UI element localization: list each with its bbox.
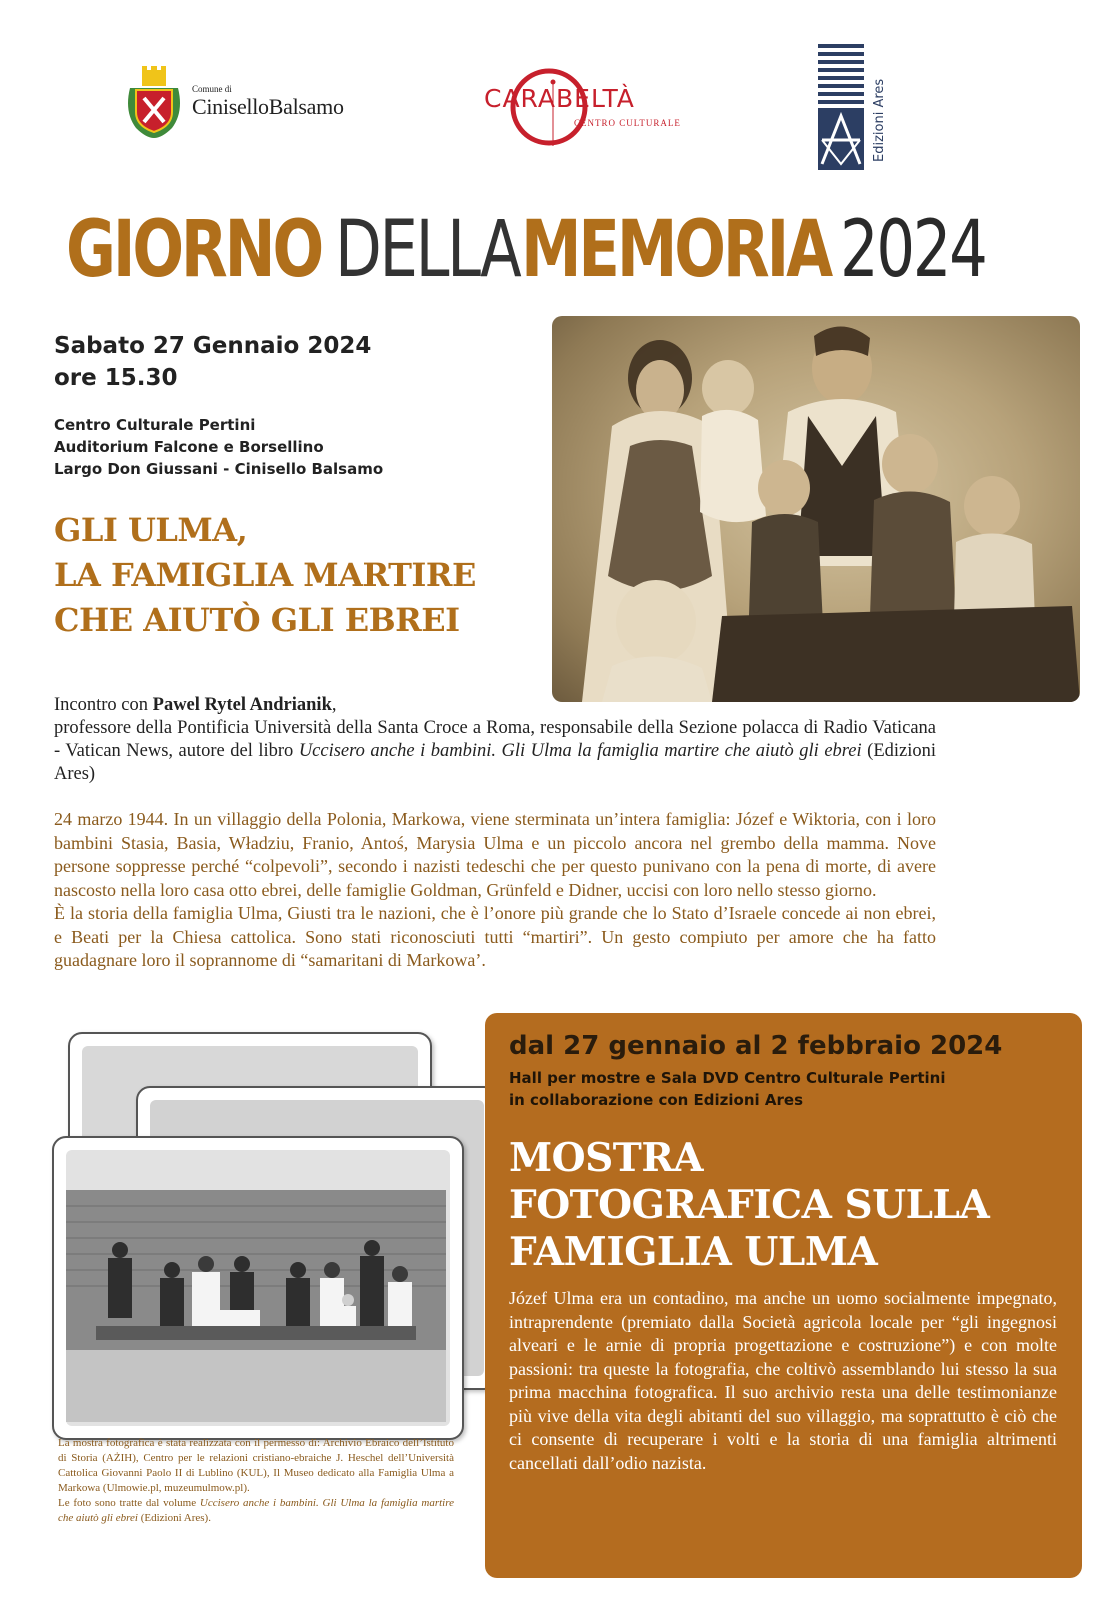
venue-line: Centro Culturale Pertini bbox=[54, 416, 256, 434]
exhibition-title bbox=[509, 1135, 1069, 1276]
credits-source: Le foto sono tratte dal volume bbox=[58, 1497, 200, 1509]
coat-of-arms-icon bbox=[122, 62, 186, 142]
headline-line: LA FAMIGLIA MARTIRE bbox=[54, 556, 476, 594]
speaker-comma: , bbox=[331, 695, 337, 715]
book-title: Uccisero anche i bambini. Gli Ulma la famiglia martire che aiutò gli ebrei bbox=[298, 741, 862, 761]
title-year: 2024 bbox=[839, 205, 986, 295]
carabelta-subtitle: CENTRO CULTURALE bbox=[574, 118, 681, 128]
headline-line: GLI ULMA, bbox=[54, 511, 248, 549]
edizioni-ares-logo bbox=[818, 44, 898, 170]
venue-line: Largo Don Giussani - Cinisello Balsamo bbox=[54, 460, 384, 478]
speaker-info bbox=[54, 694, 936, 786]
headline-line: CHE AIUTÒ GLI EBREI bbox=[54, 601, 460, 639]
publisher: (Edizioni Ares) bbox=[54, 741, 936, 784]
story-paragraph: 24 marzo 1944. In un villaggio della Polonia, Markowa, viene sterminata un’intera famiglia: Józef e Wiktoria, con i loro bambini Stasia, Basia, Władziu, Franio, Antoś, Marysia Ulma e un piccolo ancora nel grembo della mamma. Nove persone soppresse perché “colpevoli”, secondo i nazisti tedeschi che per questo punivano con la pena di morte, di avere nascosto nella loro casa otto ebrei, delle famiglie Goldman, Grünfeld e Didner, uccisi con loro nello stesso giorno. bbox=[54, 809, 936, 900]
event-info bbox=[54, 330, 524, 480]
story-paragraph: È la storia della famiglia Ulma, Giusti tra le nazioni, che è l’onore più grande che lo Stato d’Israele concede ai non ebrei, e Beati per la Chiesa cattolica. Sono stati riconosciuti tutti “martiri”. Un gesto compiuto per amore che ha fatto guadagnare loro il soprannome di “samaritani di Markowa’. bbox=[54, 903, 936, 970]
exhibition-title-line: MOSTRA bbox=[509, 1135, 703, 1181]
ares-label: Edizioni Ares bbox=[872, 78, 887, 162]
venue-line: Auditorium Falcone e Borsellino bbox=[54, 438, 324, 456]
title-giorno: GIORNO bbox=[66, 205, 322, 295]
ulma-family-photo bbox=[552, 316, 1080, 702]
event-time: ore 15.30 bbox=[54, 365, 178, 391]
speaker-description: professore della Pontificia Università della Santa Croce a Roma, responsabile della Sezione polacca di Radio Vaticana - Vatican News, autore del libro bbox=[54, 718, 936, 761]
exhibition-hall: Hall per mostre e Sala DVD Centro Culturale Pertini bbox=[509, 1069, 946, 1087]
speaker-intro: Incontro con bbox=[54, 695, 153, 715]
exhibition-location bbox=[509, 1067, 1069, 1111]
exhibition-photos bbox=[52, 1028, 504, 1438]
exhibition-title-line: FOTOGRAFICA SULLA bbox=[509, 1182, 990, 1228]
exhibition-partner: in collaborazione con Edizioni Ares bbox=[509, 1091, 804, 1109]
comune-cinisello-logo bbox=[122, 62, 372, 142]
exhibition-box bbox=[485, 1013, 1082, 1578]
credits-publisher: (Edizioni Ares). bbox=[137, 1512, 211, 1524]
speaker-name: Pawel Rytel Andrianik bbox=[152, 695, 332, 715]
page-title bbox=[66, 200, 1056, 300]
event-venue bbox=[54, 414, 524, 480]
group-photo-illustration bbox=[66, 1150, 446, 1422]
ares-mark-icon bbox=[818, 44, 864, 170]
family-photo-illustration bbox=[552, 316, 1080, 702]
carabelta-wordmark: CARABELTÀ bbox=[484, 84, 635, 113]
photo-credits bbox=[58, 1436, 454, 1526]
exhibition-description: Józef Ulma era un contadino, ma anche un uomo socialmente impegnato, intraprendente (premiato dalla Società agricola locale per “gli ingegnosi alveari e le arnie di propria progettazione e costruzione”) e con molte passioni: tra queste la fotografia, che coltivò assemblando lui stesso la sua prima macchina fotografica. Il suo archivio resta una delle testimonianze più vive della vita degli abitanti del suo villaggio, ma soprattutto è ciò che ci consente di recuperare i volti e la storia di una famiglia altrimenti cancellati dall’odio nazista. bbox=[509, 1288, 1057, 1473]
comune-name: CiniselloBalsamo bbox=[192, 94, 344, 119]
title-della: DELLA bbox=[335, 205, 520, 295]
event-date: Sabato 27 Gennaio 2024 bbox=[54, 333, 372, 359]
carabelta-logo bbox=[484, 62, 684, 152]
exhibition-dates: dal 27 gennaio al 2 febbraio 2024 bbox=[509, 1031, 1003, 1061]
exhibition-title-line: FAMIGLIA ULMA bbox=[509, 1229, 878, 1275]
title-memoria: MEMORIA bbox=[521, 205, 831, 295]
comune-label: Comune di bbox=[192, 84, 232, 94]
credits-permission: La mostra fotografica è stata realizzata con il permesso di: Archivio Ebraico dell’Istituto di Storia (AŻIH), Centro per le relazioni cristiano-ebraiche J. Heschel dell’Università Cattolica Giovanni Paolo II di Lublino (KUL), Il Museo dedicato alla Famiglia Ulma a Markowa (Ulmowie.pl, muzeumulmow.pl). bbox=[58, 1437, 454, 1494]
story-text bbox=[54, 808, 936, 973]
photo-card bbox=[52, 1136, 464, 1440]
event-headline bbox=[54, 508, 544, 643]
credits-book: Uccisero anche i bambini. Gli Ulma la famiglia martire che aiutò gli ebrei bbox=[58, 1497, 454, 1524]
